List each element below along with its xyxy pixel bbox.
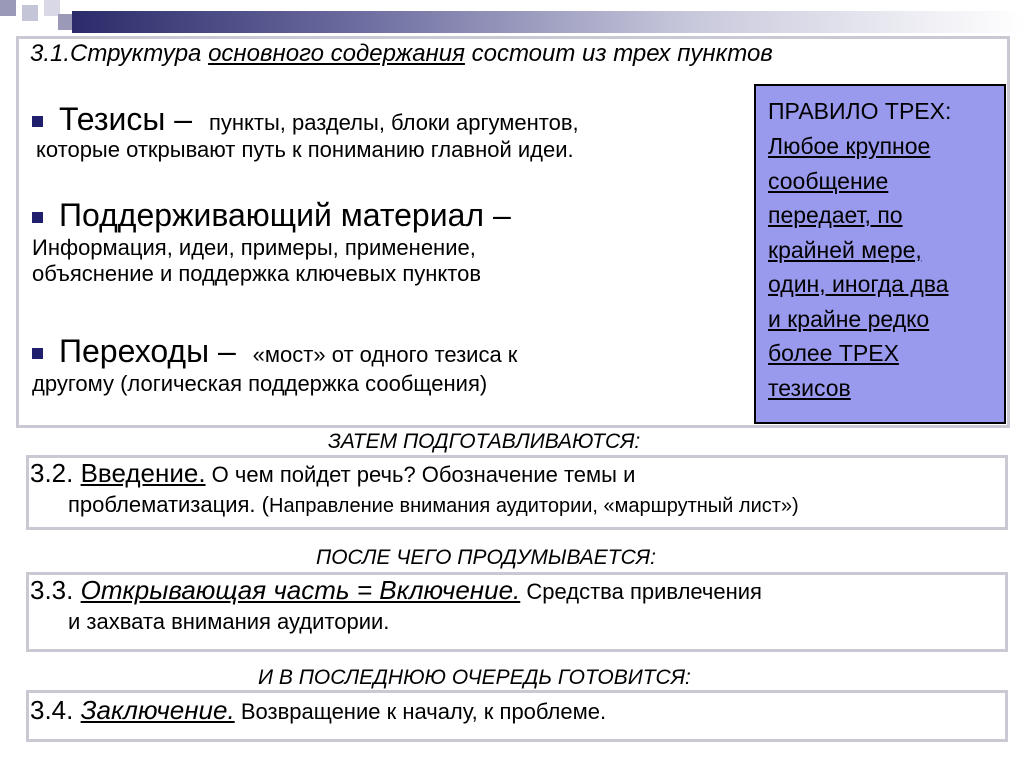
caption-last: И В ПОСЛЕДНЮЮ ОЧЕРЕДЬ ГОТОВИТСЯ: [258, 666, 691, 689]
rule-of-three-box [754, 84, 1006, 424]
section-intro [30, 458, 799, 521]
section-opening [30, 575, 762, 637]
section-text: Направление внимания аудитории, «маршрутный лист») [269, 495, 799, 517]
point-line1: Информация, идеи, примеры, применение, [32, 235, 476, 260]
point-line2: которые открывают путь к пониманию главной идеи. [36, 137, 574, 162]
point-supporting [32, 197, 511, 289]
gradient-bar [72, 11, 1024, 33]
heading-prefix: 3.1.Структура [30, 40, 209, 67]
rule-line: сообщение [768, 167, 889, 194]
bullet-square-icon [32, 116, 43, 127]
section-text: и захвата внимания аудитории. [68, 609, 390, 634]
section-text: Возвращение к началу, к проблеме. [234, 699, 607, 724]
section-title: Заключение. [80, 695, 235, 725]
rule-line: более ТРЕХ [768, 340, 899, 366]
section-heading [30, 40, 773, 68]
deco-square [0, 0, 16, 16]
heading-suffix: состоит из трех пунктов [464, 40, 773, 67]
point-line2: другому (логическая поддержка сообщения) [32, 371, 488, 396]
point-title: Переходы – [59, 333, 245, 369]
rule-line: крайней мере, [768, 236, 922, 263]
section-number: 3.2. [30, 458, 81, 488]
rule-line: передает, по [768, 202, 903, 228]
section-title: Открывающая часть = Включение. [80, 575, 521, 605]
caption-after: ПОСЛЕ ЧЕГО ПРОДУМЫВАЕТСЯ: [316, 546, 656, 569]
rule-title: ПРАВИЛО ТРЕХ: [768, 98, 952, 124]
section-text: проблематизация. ( [68, 492, 269, 517]
section-text: О чем пойдет речь? Обозначение темы и [205, 462, 636, 487]
top-decoration [0, 0, 1024, 40]
point-title: Поддерживающий материал – [59, 197, 511, 233]
caption-then: ЗАТЕМ ПОДГОТАВЛИВАЮТСЯ: [328, 430, 641, 453]
rule-line: Любое крупное [768, 133, 931, 159]
section-text: Средства привлечения [520, 579, 762, 604]
rule-line: тезисов [768, 374, 851, 401]
bullet-square-icon [32, 348, 43, 359]
point-line2: объяснение и поддержка ключевых пунктов [32, 261, 482, 286]
section-title: Введение. [80, 458, 206, 488]
point-transitions [32, 333, 518, 399]
point-theses [32, 101, 579, 165]
rule-line: и крайне редко [768, 305, 930, 332]
bullet-square-icon [32, 212, 43, 223]
section-number: 3.3. [30, 575, 81, 605]
section-number: 3.4. [30, 695, 81, 725]
point-line1: «мост» от одного тезиса к [252, 342, 518, 367]
deco-square [22, 5, 38, 21]
point-title: Тезисы – [59, 101, 201, 137]
heading-underlined: основного содержания [208, 40, 465, 67]
point-line1: пункты, разделы, блоки аргументов, [208, 110, 579, 135]
section-conclusion [30, 695, 606, 727]
rule-line: один, иногда два [768, 271, 949, 297]
